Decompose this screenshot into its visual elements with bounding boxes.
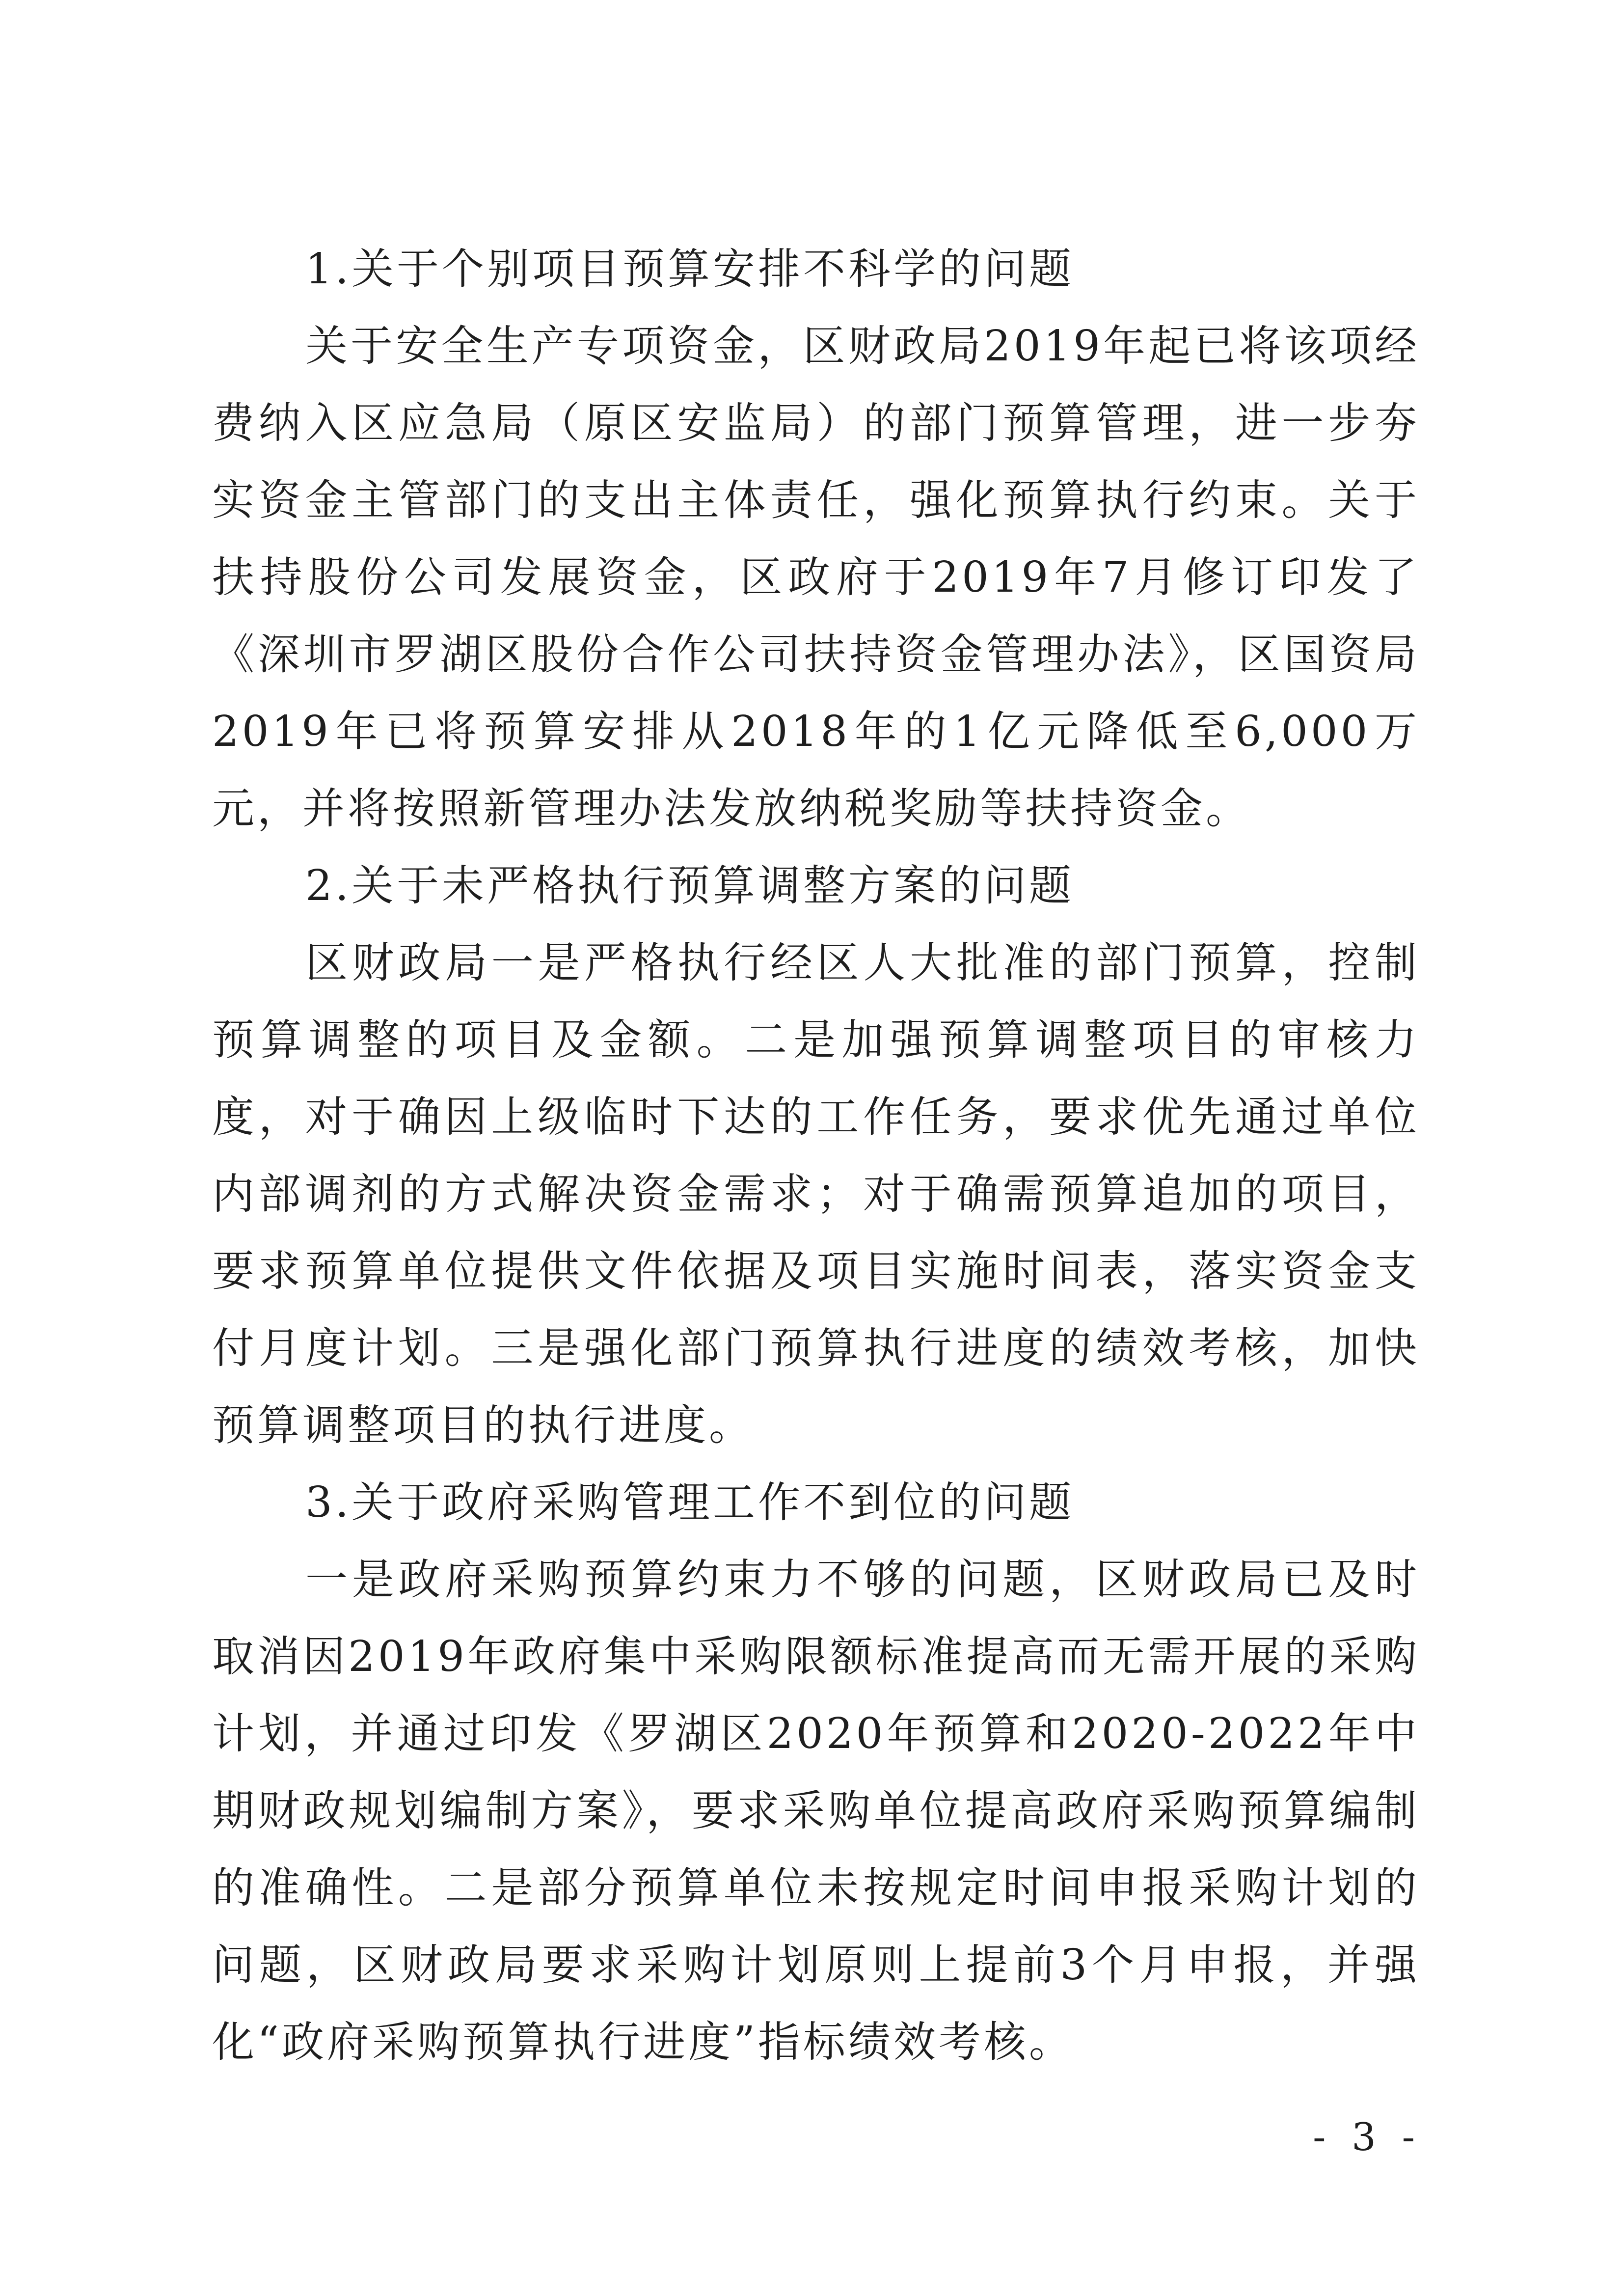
section-body-3: 一是政府采购预算约束力不够的问题，区财政局已及时取消因2019年政府集中采购限额标准提高而无需开展的采购计划，并通过印发《罗湖区2020年预算和2020-2022年中期财政规划编制方案》，要求采购单位提高政府采购预算编制的准确性。二是部分预算单位未按规定时间申报采购计划的问题，区财政局要求采购计划原则上提前3个月申报，并强化“政府采购预算执行进度”指标绩效考核。 [212,1555,1420,2067]
page-number: - 3 - [1313,2115,1422,2159]
section-heading-3: 3.关于政府采购管理工作不到位的问题 [305,1478,1075,1527]
document-body [212,231,1420,2081]
section-heading-1: 1.关于个别项目预算安排不科学的问题 [305,245,1075,294]
section-body-2: 区财政局一是严格执行经区人大批准的部门预算，控制预算调整的项目及金额。二是加强预算调整项目的审核力度，对于确因上级临时下达的工作任务，要求优先通过单位内部调剂的方式解决资金需求；对于确需预算追加的项目，要求预算单位提供文件依据及项目实施时间表，落实资金支付月度计划。三是强化部门预算执行进度的绩效考核，加快预算调整项目的执行进度。 [212,938,1420,1450]
section-body-1: 关于安全生产专项资金，区财政局2019年起已将该项经费纳入区应急局（原区安监局）的部门预算管理，进一步夯实资金主管部门的支出主体责任，强化预算执行约束。关于扶持股份公司发展资金，区政府于2019年7月修订印发了《深圳市罗湖区股份合作公司扶持资金管理办法》，区国资局2019年已将预算安排从2018年的1亿元降低至6,000万元，并将按照新管理办法发放纳税奖励等扶持资金。 [212,322,1420,833]
section-heading-2: 2.关于未严格执行预算调整方案的问题 [305,861,1075,910]
